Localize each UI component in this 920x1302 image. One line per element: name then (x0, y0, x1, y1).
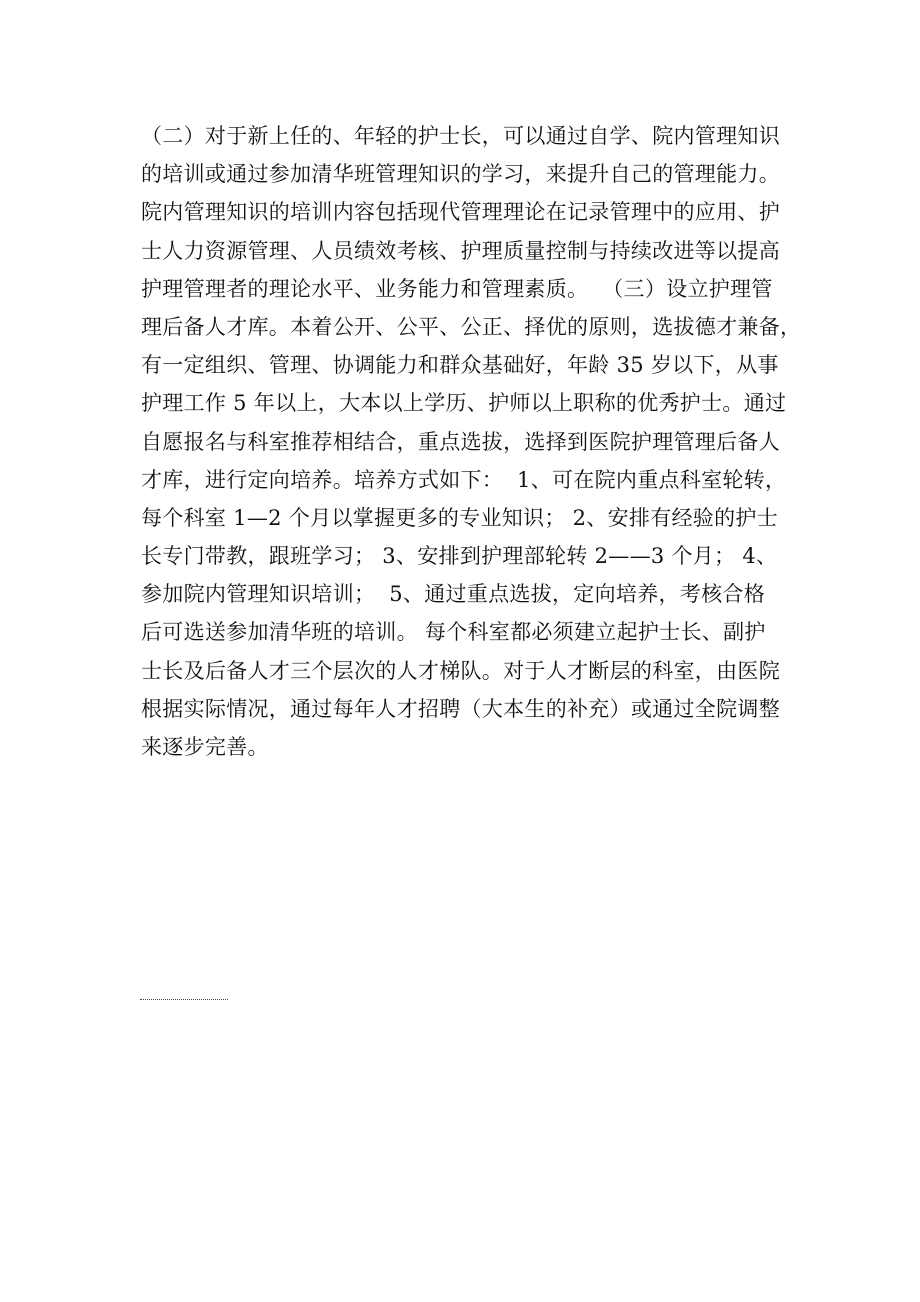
body-paragraph (141, 117, 802, 766)
text-line: 根据实际情况，通过每年人才招聘（大本生的补充）或通过全院调整 (141, 696, 780, 721)
text-line: 才库，进行定向培养。培养方式如下： 1、可在院内重点科室轮转， (141, 467, 787, 492)
text-line: 士人力资源管理、人员绩效考核、护理质量控制与持续改进等以提高 (141, 238, 780, 263)
text-line: 有一定组织、管理、协调能力和群众基础好，年龄 35 岁以下，从事 (141, 353, 779, 378)
text-line: 院内管理知识的培训内容包括现代管理理论在记录管理中的应用、护 (141, 200, 780, 225)
text-line: 护理管理者的理论水平、业务能力和管理素质。 （三）设立护理管 (141, 276, 773, 301)
text-line: 来逐步完善。 (141, 735, 269, 759)
text-line: 士长及后备人才三个层次的人才梯队。对于人才断层的科室，由医院 (141, 658, 780, 683)
text-line: 后可选送参加清华班的培训。 每个科室都必须建立起护士长、副护 (141, 620, 766, 645)
text-line: 理后备人才库。本着公开、公平、公正、择优的原则，选拔德才兼备， (141, 314, 802, 339)
text-line: 长专门带教，跟班学习； 3、安排到护理部轮转 2——3 个月； 4、 (141, 544, 778, 569)
text-line: 自愿报名与科室推荐相结合，重点选拔，选择到医院护理管理后备人 (141, 429, 780, 454)
text-line: 每个科室 1—2 个月以掌握更多的专业知识； 2、安排有经验的护士 (141, 505, 779, 530)
text-line: （二）对于新上任的、年轻的护士长，可以通过自学、院内管理知识 (141, 124, 780, 148)
footnote-separator (140, 999, 228, 1000)
text-line: 的培训或通过参加清华班管理知识的学习，来提升自己的管理能力。 (141, 162, 780, 187)
text-line: 参加院内管理知识培训； 5、通过重点选拔，定向培养，考核合格 (141, 582, 766, 607)
text-line: 护理工作 5 年以上，大本以上学历、护师以上职称的优秀护士。通过 (141, 391, 787, 416)
